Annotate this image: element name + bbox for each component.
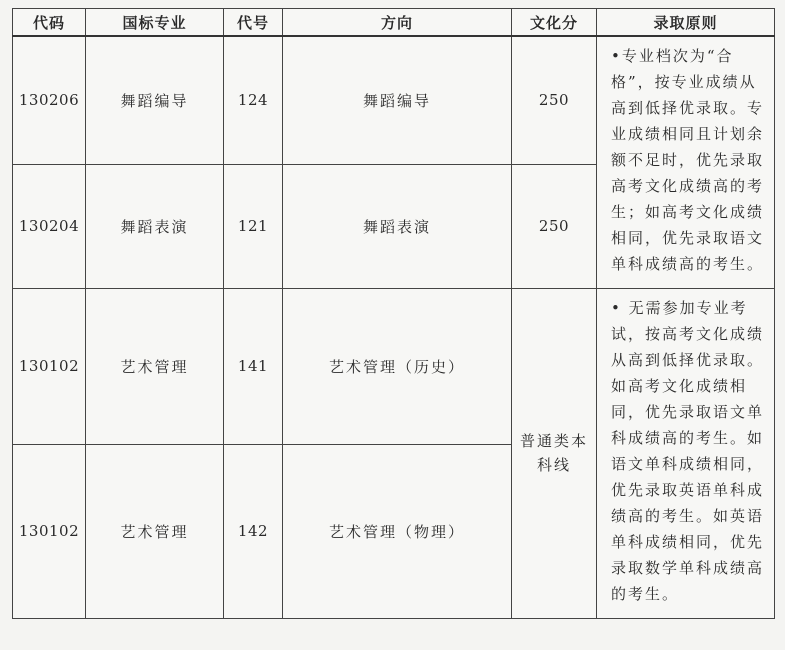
cell-num: 124 — [224, 36, 283, 164]
cell-major: 艺术管理 — [86, 444, 224, 618]
cell-direction: 艺术管理（物理） — [283, 444, 512, 618]
cell-num: 142 — [224, 444, 283, 618]
cell-direction: 舞蹈表演 — [283, 164, 512, 288]
cell-code: 130102 — [13, 444, 86, 618]
header-row — [13, 9, 775, 37]
header-direction: 方向 — [283, 9, 512, 37]
cell-score: 250 — [512, 36, 597, 164]
header-num: 代号 — [224, 9, 283, 37]
header-major: 国标专业 — [86, 9, 224, 37]
cell-num: 121 — [224, 164, 283, 288]
cell-code: 130206 — [13, 36, 86, 164]
header-principle: 录取原则 — [597, 9, 775, 37]
cell-major: 舞蹈表演 — [86, 164, 224, 288]
cell-num: 141 — [224, 288, 283, 444]
cell-principle-management: • 无需参加专业考试，按高考文化成绩从高到低择优录取。如高考文化成绩相同，优先录取语文单科成绩高的考生。如语文单科成绩相同，优先录取英语单科成绩高的考生。如英语单科成绩相同，优先录取数学单科成绩高的考生。 — [597, 288, 775, 618]
cell-major: 舞蹈编导 — [86, 36, 224, 164]
cell-code: 130204 — [13, 164, 86, 288]
admission-table — [12, 8, 775, 619]
cell-direction: 舞蹈编导 — [283, 36, 512, 164]
header-code: 代码 — [13, 9, 86, 37]
table-row — [13, 36, 775, 164]
cell-major: 艺术管理 — [86, 288, 224, 444]
cell-principle-dance: •专业档次为“合格”，按专业成绩从高到低择优录取。专业成绩相同且计划余额不足时，优先录取高考文化成绩高的考生；如高考文化成绩相同，优先录取语文单科成绩高的考生。 — [597, 36, 775, 288]
cell-score: 250 — [512, 164, 597, 288]
cell-code: 130102 — [13, 288, 86, 444]
table-row — [13, 288, 775, 444]
header-score: 文化分 — [512, 9, 597, 37]
cell-score-merged: 普通类本科线 — [512, 288, 597, 618]
cell-direction: 艺术管理（历史） — [283, 288, 512, 444]
